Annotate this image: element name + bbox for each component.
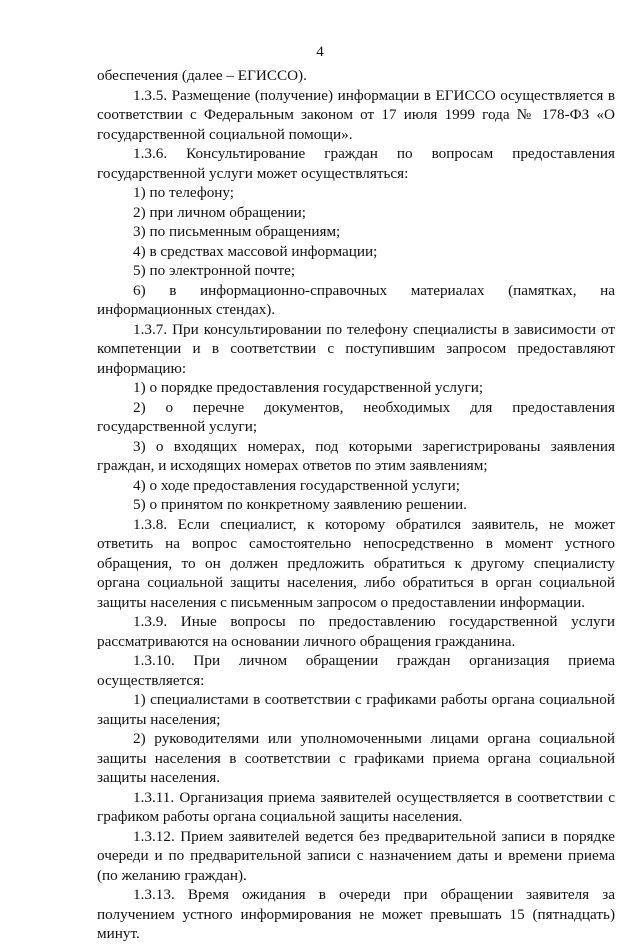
paragraph: 3) о входящих номерах, под которыми зарегистрированы заявления граждан, и исходящих номерах ответов по этим заявлениям; bbox=[97, 437, 615, 474]
paragraph: 1) о порядке предоставления государственной услуги; bbox=[133, 379, 484, 396]
paragraph: 1) по телефону; bbox=[133, 184, 235, 201]
paragraph: 1.3.12. Прием заявителей ведется без предварительной записи в порядке очереди и по предварительной записи с назначением даты и времени приема (по желанию граждан). bbox=[97, 827, 615, 884]
paragraph: 4) о ходе предоставления государственной услуги; bbox=[133, 476, 460, 494]
document-body bbox=[97, 66, 615, 944]
paragraph: 1.3.7. При консультировании по телефону специалисты в зависимости от компетенции и в соответствии с поступившим запросом предоставляют информацию: bbox=[97, 320, 615, 377]
paragraph: 1.3.8. Если специалист, к которому обратился заявитель, не может ответить на вопрос самостоятельно непосредственно в момент устного обращения, то он должен предложить обратиться к другому специалисту органа социальной защиты населения, либо обратиться в орган социальной защиты населения с письменным запросом о предоставлении информации. bbox=[97, 515, 615, 611]
paragraph: 1.3.6. Консультирование граждан по вопросам предоставления государственной услуги может осуществляться: bbox=[97, 145, 615, 182]
paragraph: 5) по электронной почте; bbox=[133, 262, 296, 279]
paragraph: 1.3.9. Иные вопросы по предоставлению государственной услуги рассматриваются на основании личного обращения гражданина. bbox=[97, 613, 615, 650]
paragraph: 2) о перечне документов, необходимых для предоставления государственной услуги; bbox=[97, 398, 615, 435]
paragraph: обеспечения (далее – ЕГИССО). bbox=[97, 67, 307, 84]
paragraph: 5) о принятом по конкретному заявлению решении. bbox=[133, 496, 467, 513]
paragraph: 2) руководителями или уполномоченными лицами органа социальной защиты населения в соответствии с графиками приема органа социальной защиты населения. bbox=[97, 730, 615, 786]
paragraph: 3) по письменным обращениям; bbox=[133, 223, 341, 240]
paragraph: 6) в информационно-справочных материалах (памятках, на информационных стендах). bbox=[97, 281, 615, 318]
paragraph: 1.3.5. Размещение (получение) информации в ЕГИССО осуществляется в соответствии с Федеральным законом от 17 июля 1999 года № 178-ФЗ «О государственной социальной помощи». bbox=[97, 86, 615, 143]
paragraph: 2) при личном обращении; bbox=[133, 203, 306, 221]
paragraph: 1) специалистами в соответствии с графиками работы органа социальной защиты населения; bbox=[97, 691, 615, 728]
paragraph: 1.3.10. При личном обращении граждан организация приема осуществляется: bbox=[97, 652, 615, 689]
paragraph: 1.3.13. Время ожидания в очереди при обращении заявителя за получением устного информирования не может превышать 15 (пятнадцать) минут. bbox=[97, 886, 615, 942]
paragraph: 4) в средствах массовой информации; bbox=[133, 242, 378, 260]
paragraph: 1.3.11. Организация приема заявителей осуществляется в соответствии с графиком работы органа социальной защиты населения. bbox=[97, 788, 615, 825]
page-number: 4 bbox=[316, 44, 324, 60]
